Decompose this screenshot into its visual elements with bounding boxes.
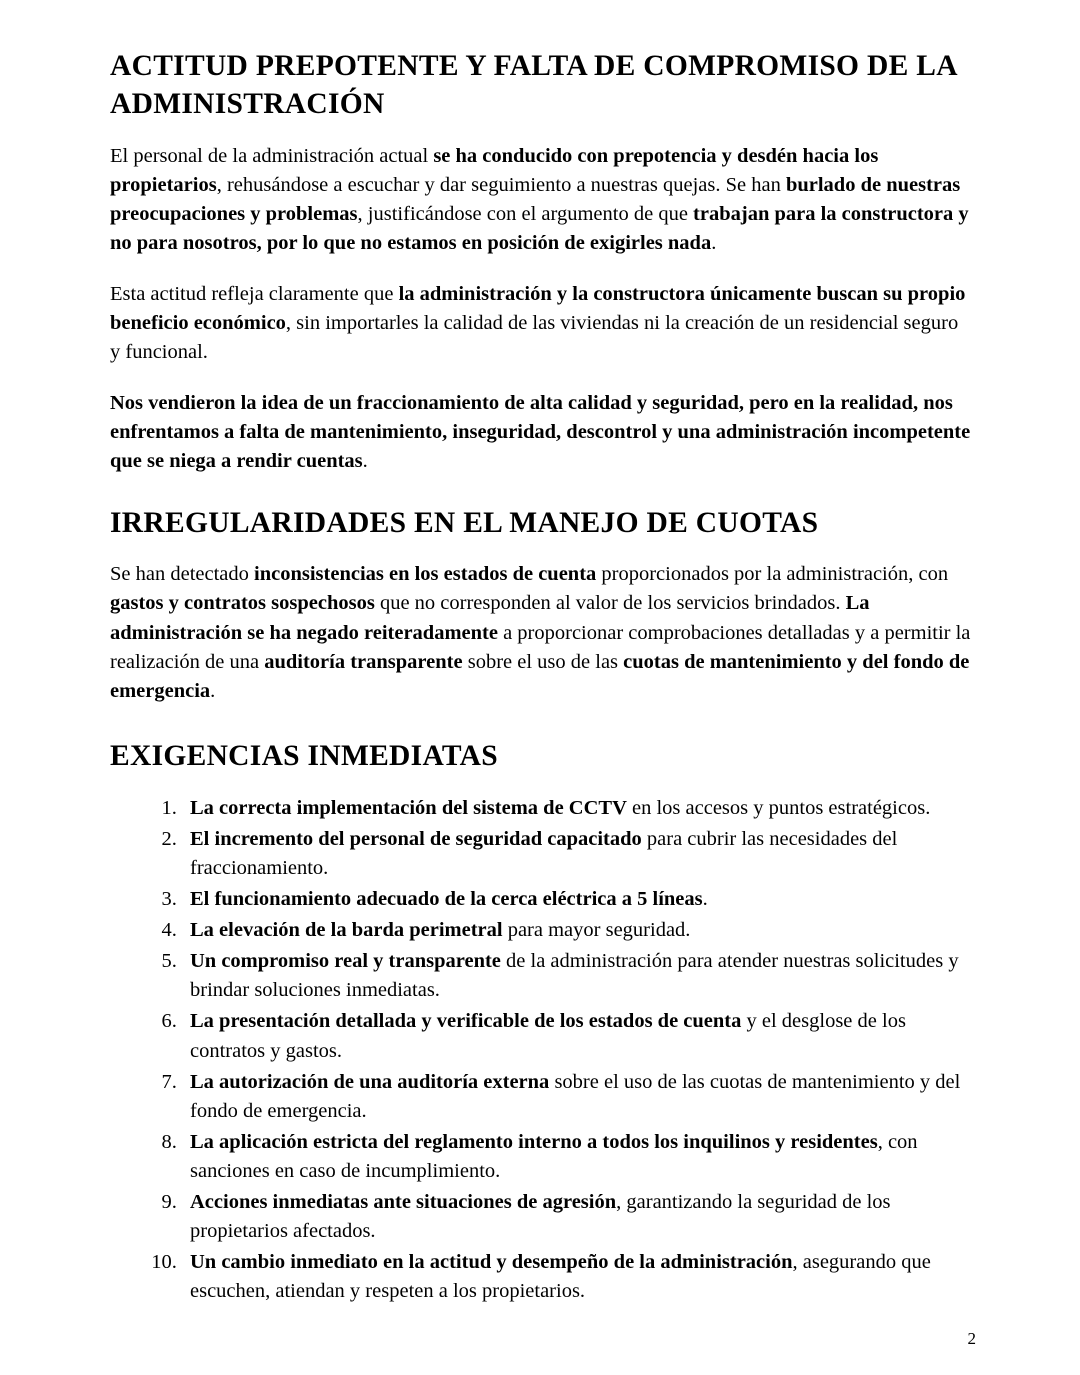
- demand-item: 3. El funcionamiento adecuado de la cerca eléctrica a 5 líneas.: [182, 885, 972, 914]
- section-heading-demands: EXIGENCIAS INMEDIATAS: [110, 739, 498, 772]
- demand-item: 10. Un cambio inmediato en la actitud y desempeño de la administración, asegurando que escuchen, atiendan y respeten a los propietarios.: [182, 1248, 972, 1306]
- paragraph-attitude-2: Esta actitud refleja claramente que la administración y la constructora únicamente buscan su propio beneficio económico, sin importarles la calidad de las viviendas ni la creación de un residencial seguro y funcional.: [110, 282, 966, 364]
- demand-item: 5. Un compromiso real y transparente de la administración para atender nuestras solicitudes y brindar soluciones inmediatas.: [182, 947, 972, 1005]
- paragraph-quotas-1: Se han detectado inconsistencias en los estados de cuenta proporcionados por la administración, con gastos y contratos sospechosos que no corresponden al valor de los servicios brindados. La administración se ha negado reiteradamente a proporcionar comprobaciones detalladas y a permitir la realización de una auditoría transparente sobre el uso de las cuotas de mantenimiento y del fondo de emergencia.: [110, 563, 971, 702]
- paragraph-attitude-3: Nos vendieron la idea de un fraccionamiento de alta calidad y seguridad, pero en la realidad, nos enfrentamos a falta de mantenimiento, inseguridad, descontrol y una administración incompetente que se niega a rendir cuentas.: [110, 392, 971, 473]
- demand-item: 1. La correcta implementación del sistema de CCTV en los accesos y puntos estratégicos.: [182, 794, 972, 823]
- demand-item: 7. La autorización de una auditoría externa sobre el uso de las cuotas de mantenimiento y del fondo de emergencia.: [182, 1068, 972, 1126]
- demand-item: 9. Acciones inmediatas ante situaciones de agresión, garantizando la seguridad de los propietarios afectados.: [182, 1188, 972, 1246]
- demands-list: [110, 794, 972, 1307]
- demand-item: 4. La elevación de la barda perimetral para mayor seguridad.: [182, 916, 972, 945]
- demand-item: 6. La presentación detallada y verificable de los estados de cuenta y el desglose de los contratos y gastos.: [182, 1007, 972, 1065]
- section-heading-attitude: ACTITUD PREPOTENTE Y FALTA DE COMPROMISO DE LA ADMINISTRACIÓN: [110, 50, 957, 120]
- section-spacer-2: [110, 728, 972, 738]
- paragraph-attitude-1: El personal de la administración actual se ha conducido con prepotencia y desdén hacia los propietarios, rehusándose a escuchar y dar seguimiento a nuestras quejas. Se han burlado de nuestras preocupaciones y problemas, justificándose con el argumento de que trabajan para la constructora y no para nosotros, por lo que no estamos en posición de exigirles nada.: [110, 144, 969, 254]
- section-heading-quotas: IRREGULARIDADES EN EL MANEJO DE CUOTAS: [110, 506, 819, 539]
- page-number: 2: [967, 1329, 976, 1348]
- demand-item: 2. El incremento del personal de seguridad capacitado para cubrir las necesidades del fraccionamiento.: [182, 825, 972, 883]
- demand-item: 8. La aplicación estricta del reglamento interno a todos los inquilinos y residentes, con sanciones en caso de incumplimiento.: [182, 1128, 972, 1186]
